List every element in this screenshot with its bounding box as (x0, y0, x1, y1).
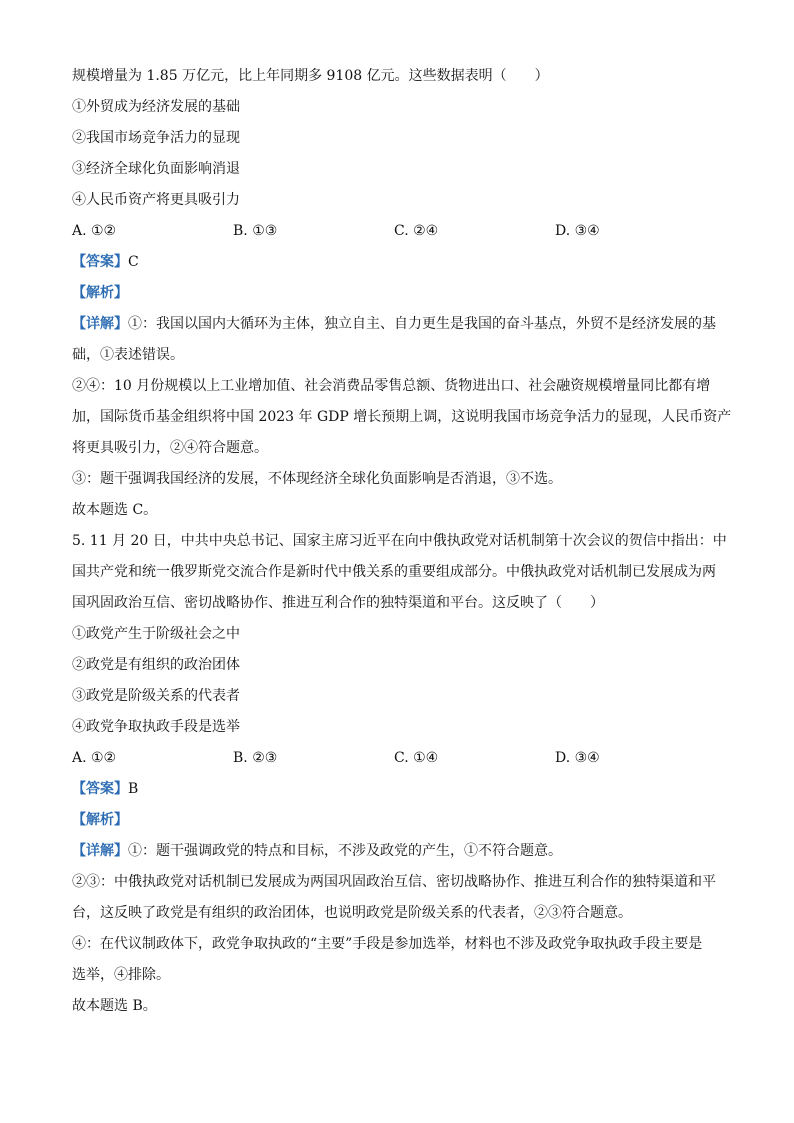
q5-detail-line-5: 选举，④排除。 (72, 967, 170, 983)
q4-item-3: ③经济全球化负面影响消退 (72, 161, 240, 177)
q4-detail-line-1 (72, 312, 722, 343)
q5-detail-tag: 【详解】 (72, 843, 128, 859)
q4-option-d: D. ③④ (555, 223, 600, 239)
q4-item-4: ④人民币资产将更具吸引力 (72, 192, 240, 208)
q4-detail-tag: 【详解】 (72, 316, 128, 332)
q5-item-2: ②政党是有组织的政治团体 (72, 657, 240, 673)
q4-detail-line-2: 础，①表述错误。 (72, 347, 184, 363)
q5-detail-text-1: ①：题干强调政党的特点和目标，不涉及政党的产生，①不符合题意。 (128, 843, 562, 859)
q5-analysis-tag: 【解析】 (72, 812, 128, 828)
q5-stem-line-1: 5. 11 月 20 日，中共中央总书记、国家主席习近平在向中俄执政党对话机制第十次会议的贺信中指出：中 (72, 533, 727, 549)
q4-item-2: ②我国市场竞争活力的显现 (72, 130, 240, 146)
q4-option-b: B. ①③ (233, 223, 278, 239)
q5-item-3: ③政党是阶级关系的代表者 (72, 688, 240, 704)
q5-item-4: ④政党争取执政手段是选举 (72, 719, 240, 735)
q5-stem-line-2: 国共产党和统一俄罗斯党交流合作是新时代中俄关系的重要组成部分。中俄执政党对话机制已发展成为两 (72, 564, 716, 580)
q4-answer-value: C (128, 254, 139, 270)
q4-item-1: ①外贸成为经济发展的基础 (72, 99, 240, 115)
q5-detail-line-2: ②③：中俄执政党对话机制已发展成为两国巩固政治互信、密切战略协作、推进互利合作的独特渠道和平 (72, 874, 716, 890)
q5-detail-line-1 (72, 839, 722, 870)
q5-detail-line-3: 台，这反映了政党是有组织的政治团体，也说明政党是阶级关系的代表者，②③符合题意。 (72, 905, 632, 921)
q4-analysis-tag: 【解析】 (72, 285, 128, 301)
q4-detail-text-1: ①：我国以国内大循环为主体，独立自主、自力更生是我国的奋斗基点，外贸不是经济发展的基 (128, 316, 716, 332)
q4-detail-line-6: ③：题干强调我国经济的发展，不体现经济全球化负面影响是否消退，③不选。 (72, 471, 562, 487)
q4-detail-line-5: 将更具吸引力，②④符合题意。 (72, 440, 268, 456)
q5-answer-value: B (128, 781, 139, 797)
q4-detail-line-3: ②④：10 月份规模以上工业增加值、社会消费品零售总额、货物进出口、社会融资规模增量同比都有增 (72, 378, 711, 394)
q4-option-c: C. ②④ (394, 223, 439, 239)
q5-detail-line-4: ④：在代议制政体下，政党争取执政的“主要”手段是参加选举，材料也不涉及政党争取执政手段主要是 (72, 936, 703, 952)
q5-stem-line-3: 国巩固政治互信、密切战略协作、推进互利合作的独特渠道和平台。这反映了（ ） (72, 595, 604, 611)
q5-analysis-heading (72, 808, 722, 839)
q4-answer (72, 250, 722, 281)
q5-option-d: D. ③④ (555, 750, 600, 766)
q5-options (72, 746, 722, 777)
document-page (72, 64, 732, 1025)
q4-answer-tag: 【答案】 (72, 254, 128, 270)
q4-stem-tail: 规模增量为 1.85 万亿元，比上年同期多 9108 亿元。这些数据表明（ ） (72, 68, 549, 84)
q4-options (72, 219, 722, 250)
q4-conclusion: 故本题选 C。 (72, 502, 158, 518)
q4-detail-line-4: 加，国际货币基金组织将中国 2023 年 GDP 增长预期上调，这说明我国市场竞争活力的显现，人民币资产 (72, 409, 732, 425)
q5-conclusion: 故本题选 B。 (72, 998, 157, 1014)
q5-option-b: B. ②③ (233, 750, 278, 766)
q5-answer (72, 777, 722, 808)
q5-option-a: A. ①② (72, 750, 117, 766)
q4-option-a: A. ①② (72, 223, 117, 239)
q5-option-c: C. ①④ (394, 750, 439, 766)
q5-item-1: ①政党产生于阶级社会之中 (72, 626, 240, 642)
q4-analysis-heading (72, 281, 722, 312)
q5-answer-tag: 【答案】 (72, 781, 128, 797)
